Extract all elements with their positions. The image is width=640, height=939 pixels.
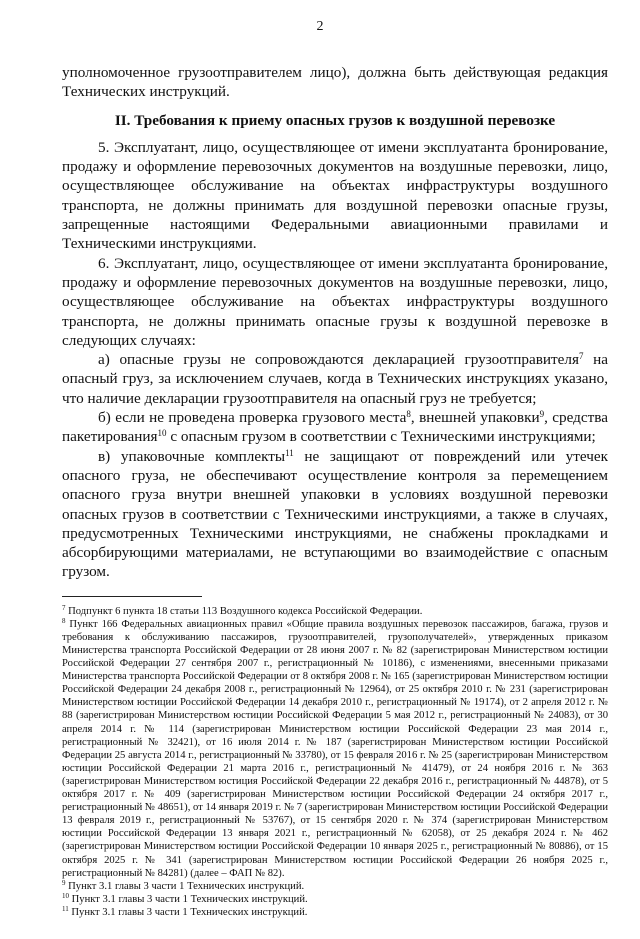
text: не защищают от повреждений или утечек опасного груза, не обеспечивают осуществление контроля за перемещением опасного груза внутри внешней упаковки в условиях воздушной перевозки опасных грузов в соответствии с Техническими инструкциями, а также в случаях, предусмотренных Техническими инструкциями, не снабжены прокладками и абсорбирующими материалами, не вступающими во взаимодействие с опасным грузом.: [62, 447, 609, 581]
text: на опасный груз, за исключением случаев, когда в Технических инструкциях указано, что наличие декларации грузоотправителя на опасный груз не требуется;: [62, 351, 608, 407]
footnote-text: Пункт 166 Федеральных авиационных правил «Общие правила воздушных перевозок пассажиров, багажа, грузов и требования к обслуживанию пассажиров, грузоотправителей, грузополучателей», утвержденных приказом Министерства транспорта Российской Федерации от 28 июня 2007 г. № 82 (зарегистрирован Министерством юстиции Российской Федерации 27 сентября 2007 г., регистрационный № 10186), с изменениями, внесенными приказами Министерства транспорта Российской Федерации от 8 октября 2008 г. № 165 (зарегистрирован Министерством юстиции Российской Федерации 24 декабря 2008 г., регистрационный № 12964), от 25 октября 2010 г. № 231 (зарегистрирован Министерством юстиции Российской Федерации 14 декабря 2010 г., регистрационный № 19174), от 2 апреля 2012 г. № 88 (зарегистрирован Министерством юстиции Российской Федерации 5 мая 2012 г., регистрационный № 24083), от 30 апреля 2014 г. № 114 (зарегистрирован Министерством юстиции Российской Федерации 23 мая 2014 г., регистрационный № 32421), от 16 июля 2014 г. № 187 (зарегистрирован Министерством юстиции Российской Федерации 25 августа 2014 г., регистрационный № 33780), от 15 февраля 2016 г. № 25 (зарегистрирован Министерством юстиции Российской Федерации 21 марта 2016 г., регистрационный № 41479), от 24 ноября 2016 г. № 363 (зарегистрирован Министерством юстиция Российской Федерации 22 декабря 2016 г., регистрационный № 44878), от 5 октября 2017 г. № 409 (зарегистрирован Министерством юстиции Российской Федерации 24 октября 2017 г., регистрационный № 48651), от 14 января 2019 г. № 7 (зарегистрирован Министерством юстиции Российской Федерации 13 февраля 2019 г., регистрационный № 53767), от 15 сентября 2020 г. № 374 (зарегистрирован Министерством юстиции Российской Федерации 13 января 2021 г., регистрационный № 62058), от 25 декабря 2024 г. № 462 (зарегистрирован Министерством юстиции Российской Федерации 10 января 2025 г., регистрационный № 80886), от 15 октября 2025 г. № 341 (зарегистрирован Министерством юстиции Российской Федерации 26 ноября 2025 г., регистрационный № 84281) (далее – ФАП № 82).: [62, 618, 608, 879]
text: , средства пакетирования: [62, 409, 608, 446]
footnote-10: [62, 893, 608, 906]
footnote-ref: 8: [406, 409, 411, 420]
footnote-number: 9: [62, 878, 66, 887]
footnote-9: [62, 880, 608, 893]
text: в) упаковочные комплекты: [98, 447, 286, 465]
footnote-ref: 10: [157, 428, 167, 439]
footnote-divider: [62, 596, 202, 597]
footnote-number: 8: [62, 616, 66, 625]
page-number: 2: [316, 19, 324, 34]
footnote-number: 7: [62, 603, 66, 612]
section-heading: II. Требования к приему опасных грузов к воздушной перевозке: [114, 111, 556, 129]
paragraph-6: 6. Эксплуатант, лицо, осуществляющее от имени эксплуатанта бронирование, продажу и оформление перевозочных документов на воздушные перевозки, лицо, осуществляющее обслуживание на объектах инфраструктуры воздушного транспорта, не должны принимать опасные грузы к воздушной перевозке в следующих случаях:: [62, 254, 608, 349]
footnote-8: [62, 618, 608, 880]
text: с опасным грузом в соответствии с Техническими инструкциями;: [166, 428, 596, 446]
paragraph-5: 5. Эксплуатант, лицо, осуществляющее от имени эксплуатанта бронирование, продажу и оформление перевозочных документов на воздушные перевозки, лицо, осуществляющее обслуживание на объектах инфраструктуры воздушного транспорта, не должны принимать для воздушной перевозки опасные грузы, запрещенные настоящими Федеральными авиационными правилами и Техническими инструкциями.: [62, 138, 608, 253]
subparagraph-b: [62, 408, 608, 447]
footnote-text: Пункт 3.1 главы 3 части 1 Технических инструкций.: [69, 893, 308, 905]
footnote-text: Пункт 3.1 главы 3 части 1 Технических инструкций.: [68, 906, 308, 918]
footnote-ref: 9: [539, 409, 545, 420]
footnotes: [62, 605, 608, 919]
footnote-11: [62, 906, 608, 919]
footnote-number: 11: [62, 904, 69, 913]
footnote-7: [62, 605, 608, 618]
footnote-ref: 7: [578, 351, 584, 362]
intro-paragraph: уполномоченное грузоотправителем лицо), должна быть действующая редакция Технических инструкций.: [62, 64, 608, 101]
text: б) если не проведена проверка грузового места: [98, 409, 407, 427]
subparagraph-a: [62, 350, 608, 408]
footnote-number: 10: [62, 891, 69, 900]
document-body: [62, 63, 608, 582]
footnote-text: Пункт 3.1 главы 3 части 1 Технических инструкций.: [65, 880, 305, 892]
text: а) опасные грузы не сопровождаются декларацией грузоотправителя: [98, 351, 579, 369]
text: , внешней упаковки: [410, 409, 540, 427]
page-column: [62, 63, 608, 939]
subparagraph-c: [62, 447, 608, 582]
footnote-text: Подпункт 6 пункта 18 статьи 113 Воздушного кодекса Российской Федерации.: [65, 605, 423, 617]
footnote-ref: 11: [285, 447, 294, 458]
